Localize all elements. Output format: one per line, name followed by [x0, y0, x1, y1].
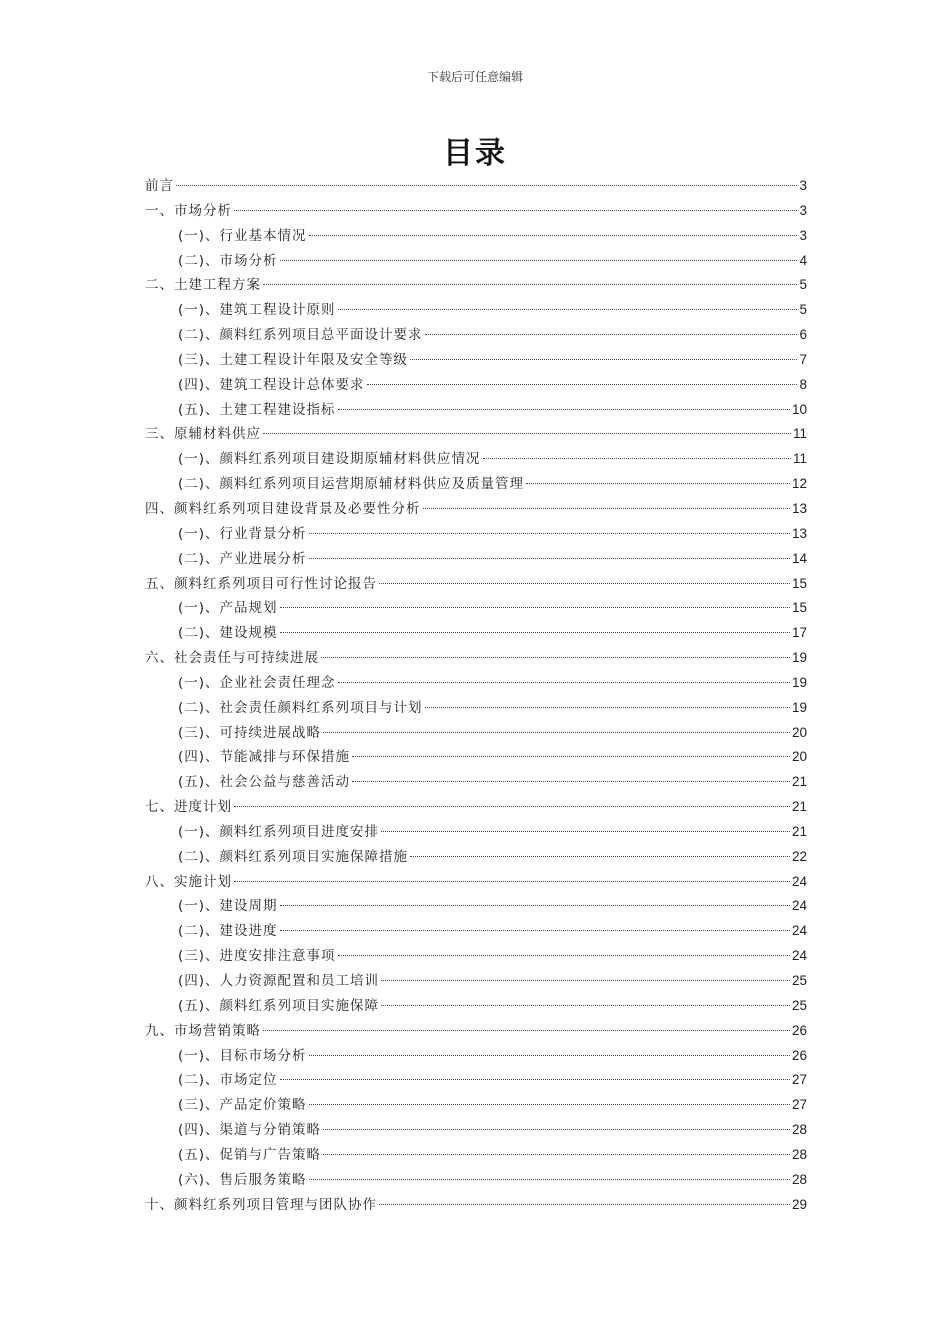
toc-entry[interactable]: [145, 1143, 807, 1168]
toc-entry[interactable]: [145, 870, 807, 895]
toc-entry[interactable]: [145, 422, 807, 447]
toc-entry-page-number: 10: [791, 401, 807, 417]
toc-dot-leader: [379, 583, 790, 584]
toc-entry[interactable]: [145, 919, 807, 944]
toc-dot-leader: [309, 533, 790, 534]
toc-entry-page-number: 26: [791, 1022, 807, 1038]
toc-entry-page-number: 25: [791, 997, 807, 1013]
toc-entry-label: 五、颜料红系列项目可行性讨论报告: [145, 575, 377, 592]
toc-dot-leader: [367, 384, 798, 385]
toc-entry-label: 四、颜料红系列项目建设背景及必要性分析: [145, 500, 421, 517]
toc-dot-leader: [338, 409, 790, 410]
toc-dot-leader: [526, 483, 790, 484]
toc-entry[interactable]: [145, 1168, 807, 1193]
toc-dot-leader: [321, 657, 790, 658]
toc-dot-leader: [352, 781, 790, 782]
toc-dot-leader: [338, 682, 790, 683]
toc-entry-page-number: 13: [791, 500, 807, 516]
toc-entry[interactable]: [145, 770, 807, 795]
toc-entry-label: 前言: [145, 178, 174, 194]
toc-entry[interactable]: [145, 721, 807, 746]
toc-dot-leader: [263, 1030, 790, 1031]
toc-entry-page-number: 11: [792, 426, 807, 442]
toc-dot-leader: [323, 1129, 790, 1130]
toc-entry-page-number: 14: [791, 550, 807, 566]
toc-entry-label: (一)、建设周期: [178, 898, 278, 915]
toc-entry-label: (四)、渠道与分销策略: [178, 1122, 322, 1139]
toc-entry[interactable]: [145, 273, 807, 298]
toc-entry[interactable]: [145, 820, 807, 845]
toc-entry[interactable]: [145, 944, 807, 969]
toc-entry-page-number: 17: [791, 625, 807, 641]
toc-entry[interactable]: [145, 373, 807, 398]
toc-entry[interactable]: [145, 994, 807, 1019]
toc-dot-leader: [263, 433, 791, 434]
toc-entry-page-number: 3: [799, 178, 807, 193]
toc-entry[interactable]: [145, 522, 807, 547]
toc-entry[interactable]: [145, 249, 807, 274]
toc-dot-leader: [309, 1055, 790, 1056]
toc-title: 目录: [443, 136, 507, 171]
toc-entry[interactable]: [145, 795, 807, 820]
toc-entry-page-number: 12: [791, 476, 807, 492]
toc-dot-leader: [234, 881, 790, 882]
toc-entry[interactable]: [145, 621, 807, 646]
toc-entry-label: (六)、售后服务策略: [178, 1171, 307, 1188]
toc-entry[interactable]: [145, 845, 807, 870]
toc-dot-leader: [323, 1154, 790, 1155]
toc-entry-page-number: 24: [791, 873, 807, 889]
toc-entry-label: (二)、社会责任颜料红系列项目与计划: [178, 699, 423, 716]
toc-dot-leader: [263, 284, 797, 285]
toc-entry-label: 三、原辅材料供应: [145, 426, 261, 443]
toc-entry[interactable]: [145, 497, 807, 522]
toc-entry-label: (一)、颜料红系列项目建设期原辅材料供应情况: [178, 451, 481, 468]
toc-entry-label: (二)、市场定位: [178, 1072, 278, 1089]
toc-entry-page-number: 28: [791, 1171, 807, 1187]
toc-entry-label: (二)、颜料红系列项目总平面设计要求: [178, 327, 423, 344]
toc-entry-label: (四)、人力资源配置和员工培训: [178, 973, 380, 989]
toc-entry[interactable]: [145, 696, 807, 721]
toc-entry-page-number: 28: [791, 1146, 807, 1162]
toc-entry[interactable]: [145, 174, 807, 199]
toc-entry-page-number: 5: [799, 302, 807, 318]
toc-dot-leader: [338, 955, 790, 956]
toc-entry-label: (一)、颜料红系列项目进度安排: [178, 823, 380, 840]
toc-entry-page-number: 24: [791, 948, 807, 964]
toc-dot-leader: [483, 458, 791, 459]
toc-entry[interactable]: [145, 646, 807, 671]
toc-dot-leader: [280, 632, 790, 633]
toc-entry-label: 二、土建工程方案: [145, 277, 261, 294]
toc-entry-label: 九、市场营销策略: [145, 1022, 261, 1039]
toc-entry[interactable]: [145, 596, 807, 621]
toc-dot-leader: [381, 980, 790, 981]
toc-entry-page-number: 13: [791, 525, 807, 541]
toc-entry-label: (三)、可持续进展战略: [178, 724, 322, 741]
toc-entry-label: (五)、促销与广告策略: [178, 1146, 322, 1163]
toc-entry-label: (一)、行业背景分析: [178, 525, 307, 542]
toc-entry-page-number: 15: [791, 600, 807, 616]
toc-entry[interactable]: [145, 224, 807, 249]
toc-entry-label: (一)、产品规划: [178, 600, 278, 617]
toc-entry-page-number: 28: [791, 1122, 807, 1138]
toc-entry-label: (四)、节能减排与环保措施: [178, 749, 351, 766]
toc-entry-page-number: 24: [791, 923, 807, 939]
toc-entry-label: (一)、目标市场分析: [178, 1047, 307, 1064]
toc-dot-leader: [381, 831, 790, 832]
toc-entry-label: (三)、进度安排注意事项: [178, 948, 336, 965]
toc-entry-page-number: 11: [792, 451, 807, 467]
toc-entry[interactable]: [145, 572, 807, 597]
toc-entry-label: (一)、建筑工程设计原则: [178, 302, 336, 319]
toc-entry-label: (五)、颜料红系列项目实施保障: [178, 997, 380, 1014]
table-of-contents: [145, 174, 807, 1217]
toc-entry[interactable]: [145, 1068, 807, 1093]
toc-entry-page-number: 27: [791, 1097, 807, 1113]
toc-entry[interactable]: [145, 1044, 807, 1069]
toc-dot-leader: [280, 260, 798, 261]
toc-entry-page-number: 22: [791, 848, 807, 864]
toc-entry-page-number: 8: [799, 376, 807, 392]
toc-entry-label: (二)、颜料红系列项目运营期原辅材料供应及质量管理: [178, 476, 525, 493]
toc-entry-page-number: 24: [791, 898, 807, 914]
toc-dot-leader: [425, 334, 798, 335]
toc-entry-page-number: 15: [791, 575, 807, 591]
toc-entry-label: (二)、产业进展分析: [178, 550, 307, 567]
header-note: 下载后可任意编辑: [426, 70, 523, 84]
toc-entry-label: (一)、企业社会责任理念: [178, 674, 336, 691]
toc-dot-leader: [280, 930, 790, 931]
toc-dot-leader: [381, 1005, 790, 1006]
toc-dot-leader: [176, 185, 797, 186]
toc-dot-leader: [309, 1179, 790, 1180]
toc-entry[interactable]: [145, 323, 807, 348]
toc-dot-leader: [309, 1104, 790, 1105]
toc-entry[interactable]: [145, 348, 807, 373]
toc-entry-page-number: 4: [799, 252, 807, 268]
toc-entry-page-number: 26: [791, 1047, 807, 1063]
toc-entry[interactable]: [145, 199, 807, 224]
toc-entry-page-number: 19: [791, 674, 807, 690]
toc-entry-page-number: 3: [799, 227, 807, 243]
toc-entry[interactable]: [145, 398, 807, 423]
toc-dot-leader: [423, 508, 790, 509]
toc-dot-leader: [410, 359, 797, 360]
toc-entry-label: 一、市场分析: [145, 202, 232, 219]
toc-dot-leader: [280, 1079, 790, 1080]
toc-entry[interactable]: [145, 745, 807, 770]
toc-entry[interactable]: [145, 969, 807, 994]
toc-entry-page-number: 29: [791, 1196, 807, 1212]
toc-dot-leader: [280, 905, 790, 906]
toc-entry[interactable]: [145, 547, 807, 572]
toc-dot-leader: [323, 732, 790, 733]
toc-dot-leader: [410, 856, 790, 857]
toc-dot-leader: [379, 1204, 790, 1205]
toc-entry-page-number: 19: [791, 650, 807, 666]
toc-entry-label: (三)、产品定价策略: [178, 1097, 307, 1114]
toc-entry-page-number: 3: [799, 202, 807, 218]
toc-entry[interactable]: [145, 447, 807, 472]
toc-entry-label: (二)、建设规模: [178, 625, 278, 642]
toc-entry[interactable]: [145, 1193, 807, 1218]
toc-dot-leader: [234, 210, 797, 211]
toc-entry[interactable]: [145, 1093, 807, 1118]
toc-entry-label: (二)、市场分析: [178, 252, 278, 269]
toc-dot-leader: [234, 806, 790, 807]
toc-entry-label: (二)、颜料红系列项目实施保障措施: [178, 848, 409, 865]
toc-dot-leader: [309, 235, 798, 236]
toc-dot-leader: [352, 756, 790, 757]
toc-entry-label: (三)、土建工程设计年限及安全等级: [178, 351, 409, 368]
toc-entry[interactable]: [145, 1118, 807, 1143]
toc-entry-label: (五)、社会公益与慈善活动: [178, 774, 351, 791]
toc-dot-leader: [425, 707, 790, 708]
toc-entry-label: (五)、土建工程建设指标: [178, 401, 336, 418]
toc-entry-page-number: 20: [791, 724, 807, 740]
toc-entry-page-number: 20: [791, 749, 807, 765]
toc-dot-leader: [280, 607, 790, 608]
toc-entry[interactable]: [145, 671, 807, 696]
toc-entry-page-number: 7: [799, 351, 807, 367]
toc-entry-page-number: 21: [791, 799, 807, 815]
toc-dot-leader: [338, 309, 798, 310]
toc-entry-page-number: 5: [799, 277, 807, 293]
toc-dot-leader: [309, 558, 790, 559]
toc-entry[interactable]: [145, 1019, 807, 1044]
toc-entry-page-number: 25: [791, 973, 807, 988]
toc-entry-label: (一)、行业基本情况: [178, 227, 307, 244]
toc-entry-page-number: 21: [791, 774, 807, 790]
toc-entry-label: (四)、建筑工程设计总体要求: [178, 376, 365, 393]
toc-entry-page-number: 27: [791, 1072, 807, 1088]
toc-entry-label: (二)、建设进度: [178, 923, 278, 940]
toc-entry-page-number: 6: [799, 327, 807, 343]
toc-entry-label: 七、进度计划: [145, 799, 232, 816]
toc-entry-label: 十、颜料红系列项目管理与团队协作: [145, 1196, 377, 1213]
toc-entry[interactable]: [145, 894, 807, 919]
toc-entry[interactable]: [145, 472, 807, 497]
toc-entry-page-number: 21: [791, 823, 807, 839]
toc-entry-page-number: 19: [791, 699, 807, 715]
toc-entry[interactable]: [145, 298, 807, 323]
toc-entry-label: 六、社会责任与可持续进展: [145, 650, 319, 667]
toc-entry-label: 八、实施计划: [145, 873, 232, 890]
